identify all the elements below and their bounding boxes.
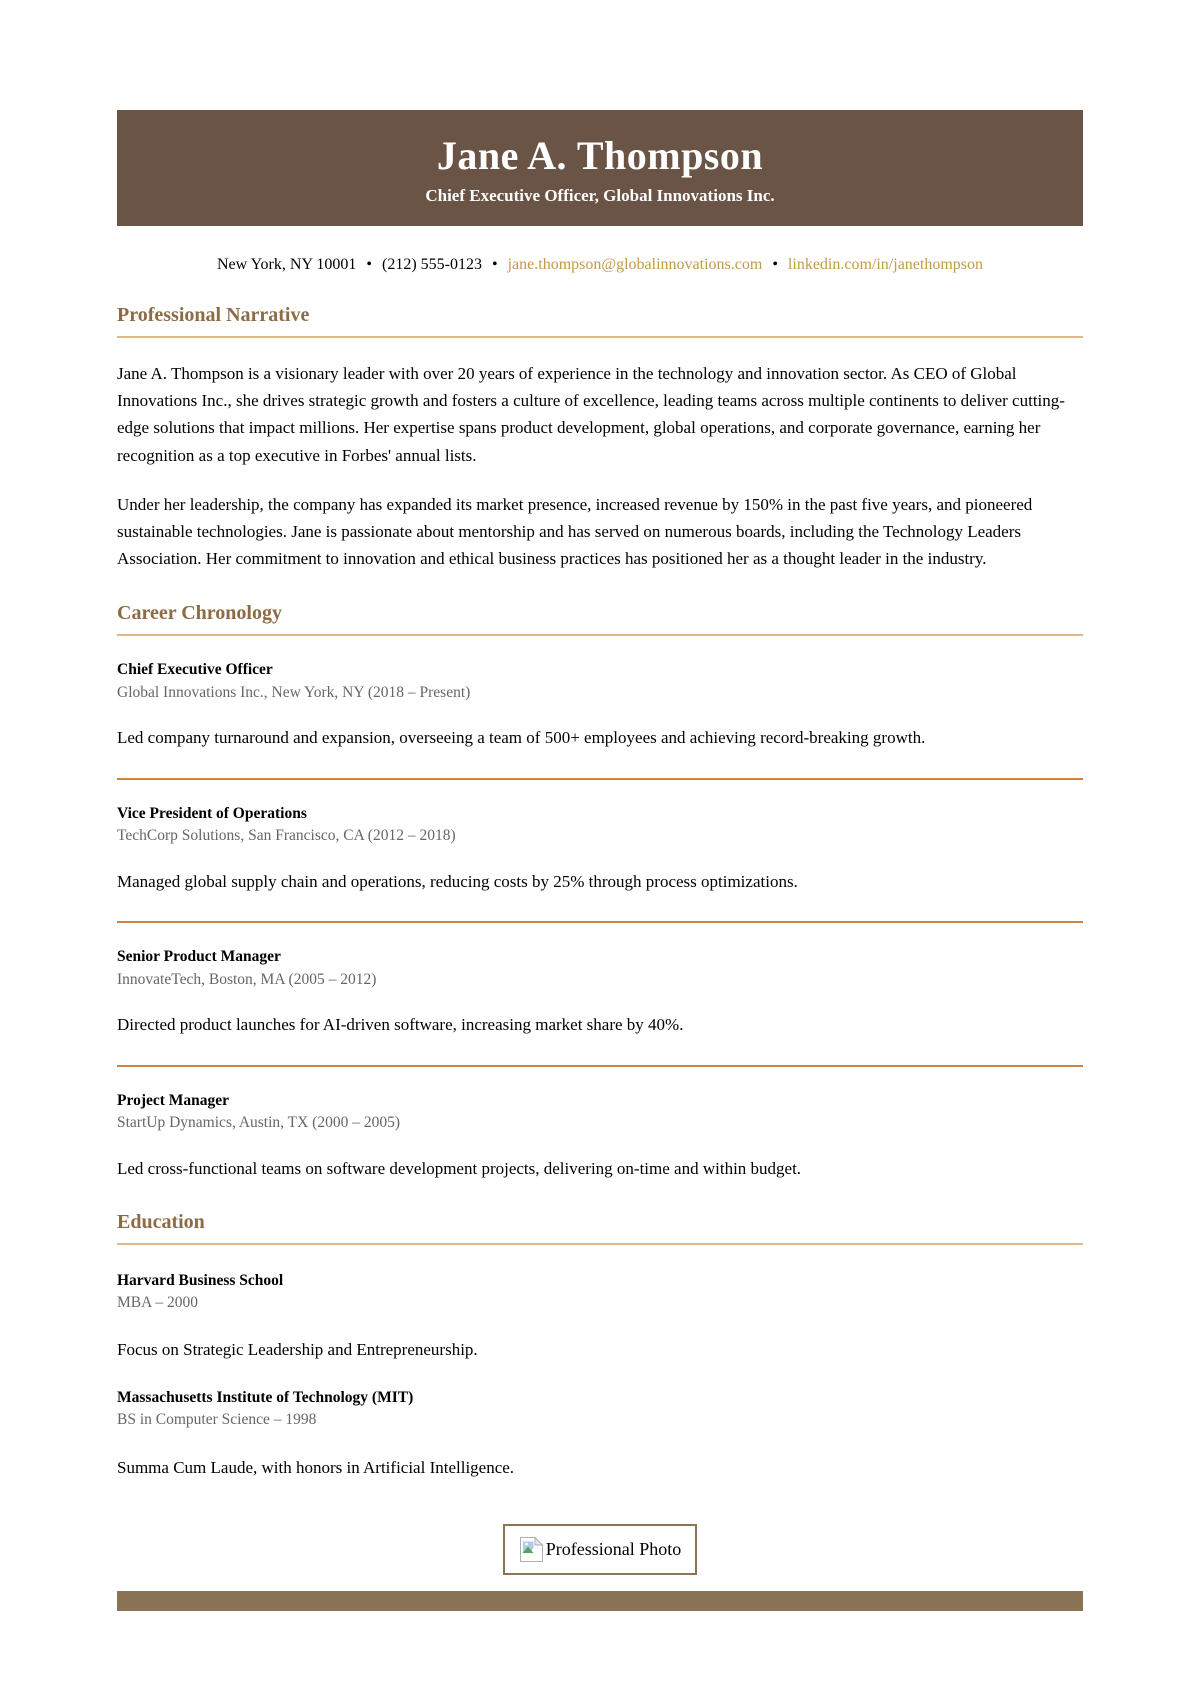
contact-location: New York, NY 10001	[216, 256, 357, 273]
section-professional-narrative	[117, 304, 1083, 572]
contact-line	[117, 256, 1083, 274]
degree-year: MBA – 2000	[117, 1293, 198, 1311]
section-career-chronology	[117, 602, 1083, 1180]
job-title: Chief Executive Officer	[117, 661, 273, 679]
job-entry	[117, 660, 1083, 750]
education-entry	[117, 1271, 1083, 1363]
job-company-dates: InnovateTech, Boston, MA (2005 – 2012)	[117, 970, 377, 988]
person-job-title: Chief Executive Officer, Global Innovations Inc.	[425, 186, 775, 205]
school-name: Harvard Business School	[117, 1271, 284, 1289]
school-name: Massachusetts Institute of Technology (MIT)	[117, 1389, 414, 1407]
job-company-dates: Global Innovations Inc., New York, NY (2018 – Present)	[117, 683, 471, 701]
entry-divider	[117, 1065, 1083, 1067]
professional-photo-alt-text: Professional Photo	[545, 1538, 682, 1559]
section-heading-education: Education	[117, 1211, 1083, 1245]
footer-bar	[117, 1591, 1083, 1611]
job-description: Directed product launches for AI-driven software, increasing market share by 40%.	[117, 1015, 684, 1035]
job-entry	[117, 1091, 1083, 1181]
job-description: Managed global supply chain and operations, reducing costs by 25% through process optimizations.	[117, 871, 798, 891]
job-description: Led cross-functional teams on software development projects, delivering on-time and within budget.	[117, 1158, 802, 1178]
education-description: Focus on Strategic Leadership and Entrepreneurship.	[117, 1340, 478, 1360]
job-company-dates: TechCorp Solutions, San Francisco, CA (2012 – 2018)	[117, 827, 456, 845]
professional-photo-broken-image	[503, 1524, 698, 1575]
contact-separator: •	[492, 256, 498, 273]
job-title: Senior Product Manager	[117, 948, 281, 966]
contact-separator: •	[772, 256, 778, 273]
narrative-paragraph: Under her leadership, the company has expanded its market presence, increased revenue by 150% in the past five years, and pioneered sustainable technologies. Jane is passionate about mentorship and has served on numerous boards, including the Technology Leaders Association. Her commitment to innovation and ethical business practices has positioned her as a thought leader in the industry.	[117, 494, 1033, 569]
job-title: Project Manager	[117, 1091, 230, 1109]
job-entry	[117, 947, 1083, 1037]
degree-year: BS in Computer Science – 1998	[117, 1411, 317, 1429]
entry-divider	[117, 778, 1083, 780]
narrative-paragraph: Jane A. Thompson is a visionary leader with over 20 years of experience in the technology and innovation sector. As CEO of Global Innovations Inc., she drives strategic growth and fosters a culture of excellence, leading teams across multiple continents to deliver cutting-edge solutions that impact millions. Her expertise spans product development, global operations, and corporate governance, earning her recognition as a top executive in Forbes' annual lists.	[117, 364, 1065, 465]
job-entry	[117, 804, 1083, 894]
photo-placeholder-area	[117, 1524, 1083, 1575]
job-description: Led company turnaround and expansion, overseeing a team of 500+ employees and achieving record-breaking growth.	[117, 728, 926, 748]
header-banner	[117, 110, 1083, 226]
contact-email-link[interactable]: jane.thompson@globalinnovations.com	[507, 256, 763, 273]
education-description: Summa Cum Laude, with honors in Artificial Intelligence.	[117, 1457, 515, 1477]
education-entry	[117, 1388, 1083, 1480]
job-company-dates: StartUp Dynamics, Austin, TX (2000 – 2005)	[117, 1114, 401, 1132]
entry-divider	[117, 921, 1083, 923]
contact-phone: (212) 555-0123	[382, 256, 482, 273]
contact-separator: •	[366, 256, 373, 273]
job-title: Vice President of Operations	[117, 804, 307, 822]
section-education	[117, 1211, 1083, 1480]
section-heading-narrative: Professional Narrative	[117, 304, 1083, 338]
section-heading-career: Career Chronology	[117, 602, 1083, 636]
broken-image-icon	[519, 1536, 544, 1563]
contact-linkedin-link[interactable]: linkedin.com/in/janethompson	[787, 256, 984, 273]
person-name: Jane A. Thompson	[436, 133, 764, 178]
